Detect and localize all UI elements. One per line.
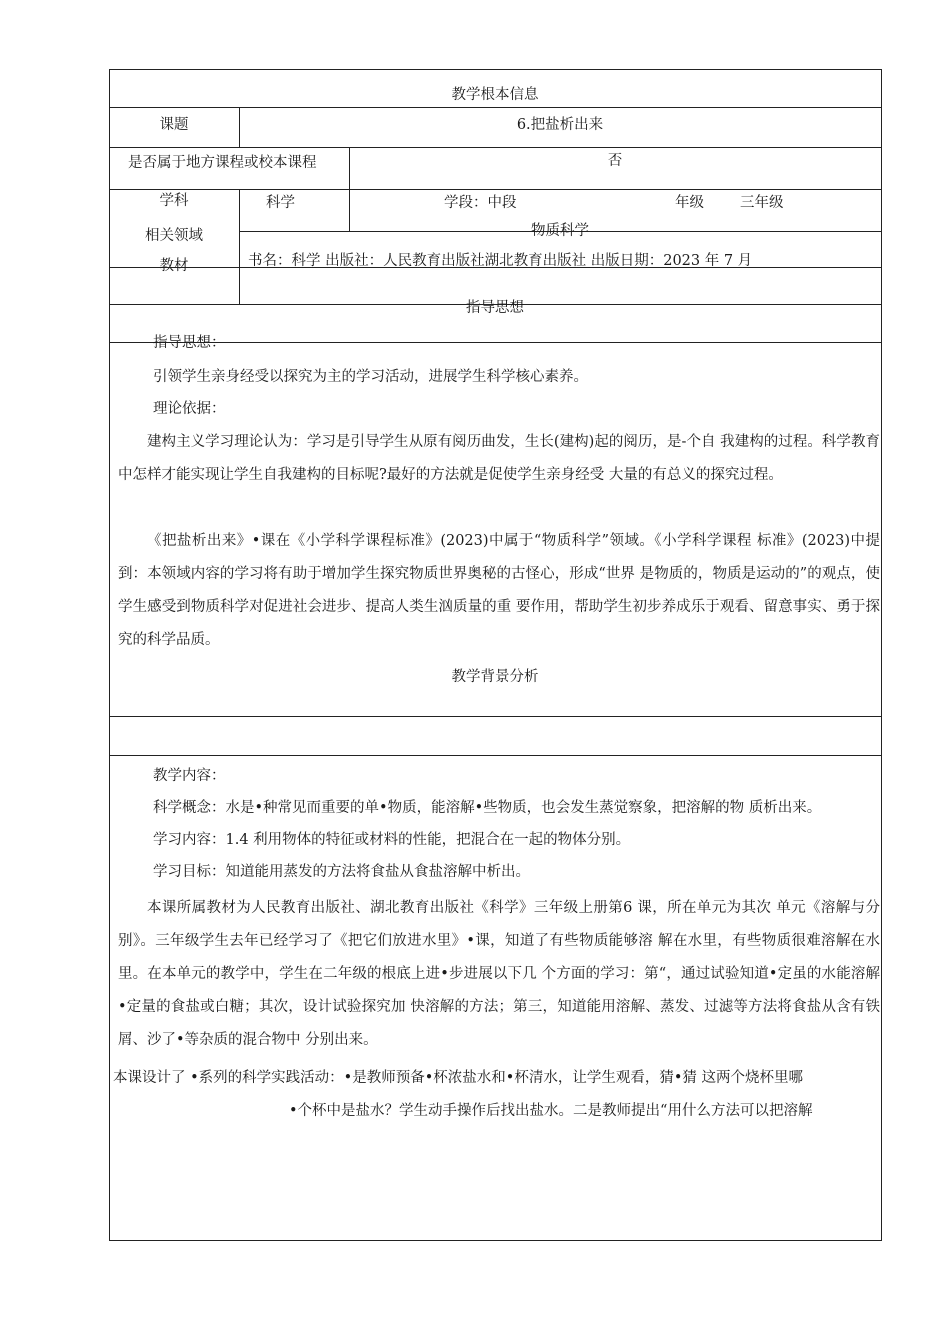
table-border-right: [881, 69, 882, 1241]
row-line: [109, 189, 882, 190]
course-value: 6.把盐析出来: [516, 117, 604, 133]
field-value: 物质科学: [531, 223, 589, 239]
col-line: [239, 189, 240, 304]
activity-paragraph-continued: •个杯中是盐水？学生动手操作后找出盐水。二是教师提出“用什么方法可以把溶解: [289, 1103, 813, 1119]
local-course-value: 否: [607, 153, 623, 169]
textbook-analysis-paragraph: 本课所属教材为人民教育出版社、湖北教育出版社《科学》三年级上册第6 课，所在单元为其次 单元《溶解与分别》。三年级学生去年已经学习了《把它们放进水里》•课，知道了有些物质能够溶 解在水里，有些物质很难溶解在水里。在本单元的教学中，学生在二年级的根底上进•步进展以下几 个方面的学习：第“，通过试验知道•定虽的水能溶解•定量的食盐或白糖；其次，设计试验探究加 快溶解的方法；第三，知道能用溶解、蒸发、过滤等方法将食盐从含有铁屑、沙了•等杂质的混合物中 分别出来。: [118, 900, 880, 1048]
textbook-value: 书名：科学 出版社：人民教育出版社湖北教育出版社 出版日期：2023 年 7 月: [248, 253, 753, 269]
local-course-label: 是否属于地方课程或校本课程: [128, 155, 317, 171]
theory-paragraph: 建构主义学习理论认为：学习是引导学生从原有阅历曲发，生长(建构)起的阅历，是-个自 我建构的过程。科学教育中怎样才能实现让学生自我建构的目标呢?最好的方法就是促使学生亲身经受 大量的有总义的探究过程。: [118, 434, 880, 483]
learning-content: 学习内容：1.4 利用物体的特征或材料的性能，把混合在一起的物体分别。: [153, 832, 631, 848]
theory-heading: 理论依据：: [153, 401, 226, 417]
subject-label: 学科: [159, 193, 189, 209]
row-line: [109, 716, 882, 717]
guide-paragraph: 引领学生亲身经受以探究为主的学习活动，进展学生科学核心素养。: [153, 369, 588, 385]
activity-paragraph: 本课设计了 •系列的科学实践活动：•是教师预备•杯浓盐水和•杯清水，让学生观看，猜•猜 这两个烧杯里哪: [113, 1070, 803, 1086]
grade-label: 年级: [675, 195, 704, 211]
table-border-bottom: [109, 1240, 882, 1241]
table-border-top: [109, 69, 882, 70]
row-line: [109, 147, 882, 148]
content-heading: 教学内容：: [153, 768, 226, 784]
standard-paragraph: 《把盐析出来》•课在《小学科学课程标准》(2023)中属于“物质科学”领域。《小学科学课程 标准》(2023)中提到：本领域内容的学习将有助于增加学生探究物质世界奥秘的古怪心，形成“世界 是物质的，物质是运动的”的观点，使学生感受到物质科学对促进社会进步、提高人类生汹质量的重 要作用，帮助学生初步养成乐于观看、留意事实、勇于探究的科学品质。: [118, 533, 880, 648]
stage-label: 学段：中段: [444, 195, 517, 211]
section-title-basic-info: 教学根本信息: [451, 87, 539, 103]
course-label: 课题: [159, 117, 189, 133]
learning-goal: 学习目标：知道能用蒸发的方法将食盐从食盐溶解中析出。: [153, 864, 530, 880]
row-line: [109, 755, 882, 756]
section-title-guiding-thought: 指导思想: [466, 300, 524, 316]
textbook-label: 教材: [159, 258, 189, 274]
row-line: [109, 107, 882, 108]
subject-value: 科学: [266, 195, 295, 211]
section-title-background: 教学背景分析: [451, 669, 539, 685]
field-label: 相关领域: [145, 228, 203, 244]
guide-heading: 指导思想：: [153, 335, 226, 351]
grade-value: 三年级: [740, 195, 784, 211]
concept-paragraph: 科学概念：水是•种常见而重要的单•物质，能溶解•些物质，也会发生蒸觉察象，把溶解的物 质析出来。: [153, 800, 822, 816]
